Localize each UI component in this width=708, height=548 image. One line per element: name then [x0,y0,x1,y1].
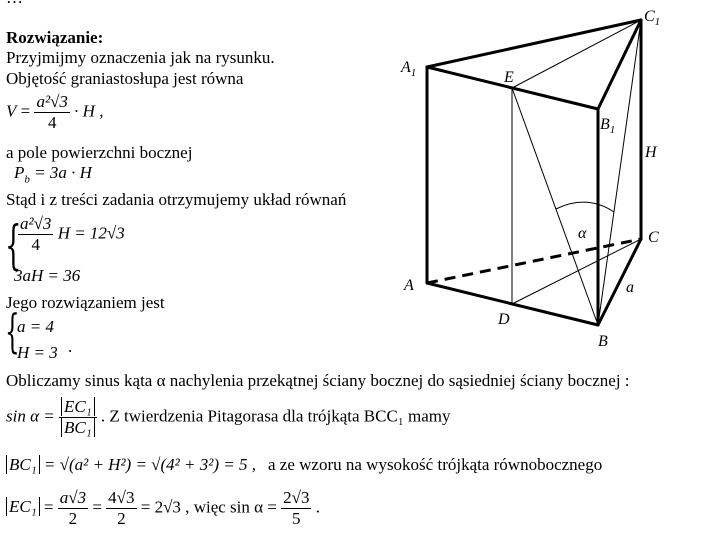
formula-ec1-f3-num: 2√3 [283,488,310,507]
system2-end: . [68,337,73,356]
formula-pb-rhs: = 3a · H [34,163,92,182]
label-b: B [598,333,608,350]
line-uklad: Stąd i z treści zadania otrzymujemy układ równań [6,190,347,209]
line-oznaczenia: Przyjmijmy oznaczenia jak na rysunku. [6,48,275,67]
line-pole: a pole powierzchni bocznej [6,143,193,162]
formula-ec1-end: . [315,497,320,517]
formula-ec1-f2-num: 4√3 [108,488,135,507]
label-c: C [648,229,659,246]
formula-ec1: EC₁ = $\frac{a√3}{2}$ = $\frac{4√3}{2}$ = 2√3 , więc sin α = $\frac{2√3}{5}$ . [6,488,320,529]
formula-volume-eq: = [20,101,31,121]
formula-volume-num: a²√3 [36,92,68,111]
formula-ec1-f1-den: 2 [68,509,78,528]
line-dc [512,239,641,304]
system1-eq2: 3aH = 36 [14,266,81,285]
formula-sin-den: BC₁ [61,418,95,437]
label-a1: $A_1$ [401,59,417,79]
system1-brace: { [5,216,22,276]
system1-eq1-rest: H = 12√3 [57,223,125,243]
formula-volume-den: 4 [47,113,57,132]
formula-sin-lhs: sin α = [6,406,55,426]
line-rozw: Jego rozwiązaniem jest [6,293,165,312]
formula-bc1-mid: = √(a² + H²) = √(4² + 3²) = 5 , [43,455,256,474]
system2-brace: { [5,304,20,358]
system1-den: 4 [31,235,40,254]
line-ec1 [512,20,641,88]
heading: Rozwiązanie: [6,28,104,47]
formula-ec1-lhs: EC₁ [6,497,40,516]
label-e: E [504,69,514,86]
formula-volume-rest: · H , [74,101,104,121]
label-c1: $C_1$ [644,8,661,28]
formula-pb-sub: b [24,173,30,186]
system1-num: a²√3 [20,214,52,233]
label-b1: $B_1$ [600,116,616,136]
formula-ec1-text: więc sin α = [193,497,277,517]
formula-pb-lhs: P [14,163,25,182]
formula-ec1-res: = 2√3 , [140,497,190,517]
edge-a1c1 [427,20,641,67]
formula-bc1-text: a ze wzoru na wysokość trójkąta równobocznego [268,455,603,474]
line-sinus: Obliczamy sinus kąta α nachylenia przekątnej ściany bocznej do sąsiedniej ściany bocznej : [6,371,630,390]
label-h: H [645,144,657,161]
formula-sin-num: EC₁ [61,397,95,416]
system2-eq2: H = 3 [17,343,58,362]
line-eb [512,88,598,325]
formula-volume-lhs: V [6,101,17,121]
label-alpha: α [578,225,587,242]
system2-eq1: a = 4 [17,317,54,336]
formula-bc1-lhs: BC₁ [6,455,40,474]
label-d: D [498,311,510,328]
angle-arc [556,202,614,212]
label-a: A [404,277,414,294]
formula-sin-text: . Z twierdzenia Pitagorasa dla trójkąta BCC₁ mamy [100,406,451,426]
formula-ec1-f3-den: 5 [292,509,301,528]
line-objetosc: Objętość graniastosłupa jest równa [6,69,244,88]
formula-ec1-f1-num: a√3 [59,488,87,507]
formula-ec1-f2-den: 2 [117,509,126,528]
label-side-a: a [626,279,634,296]
